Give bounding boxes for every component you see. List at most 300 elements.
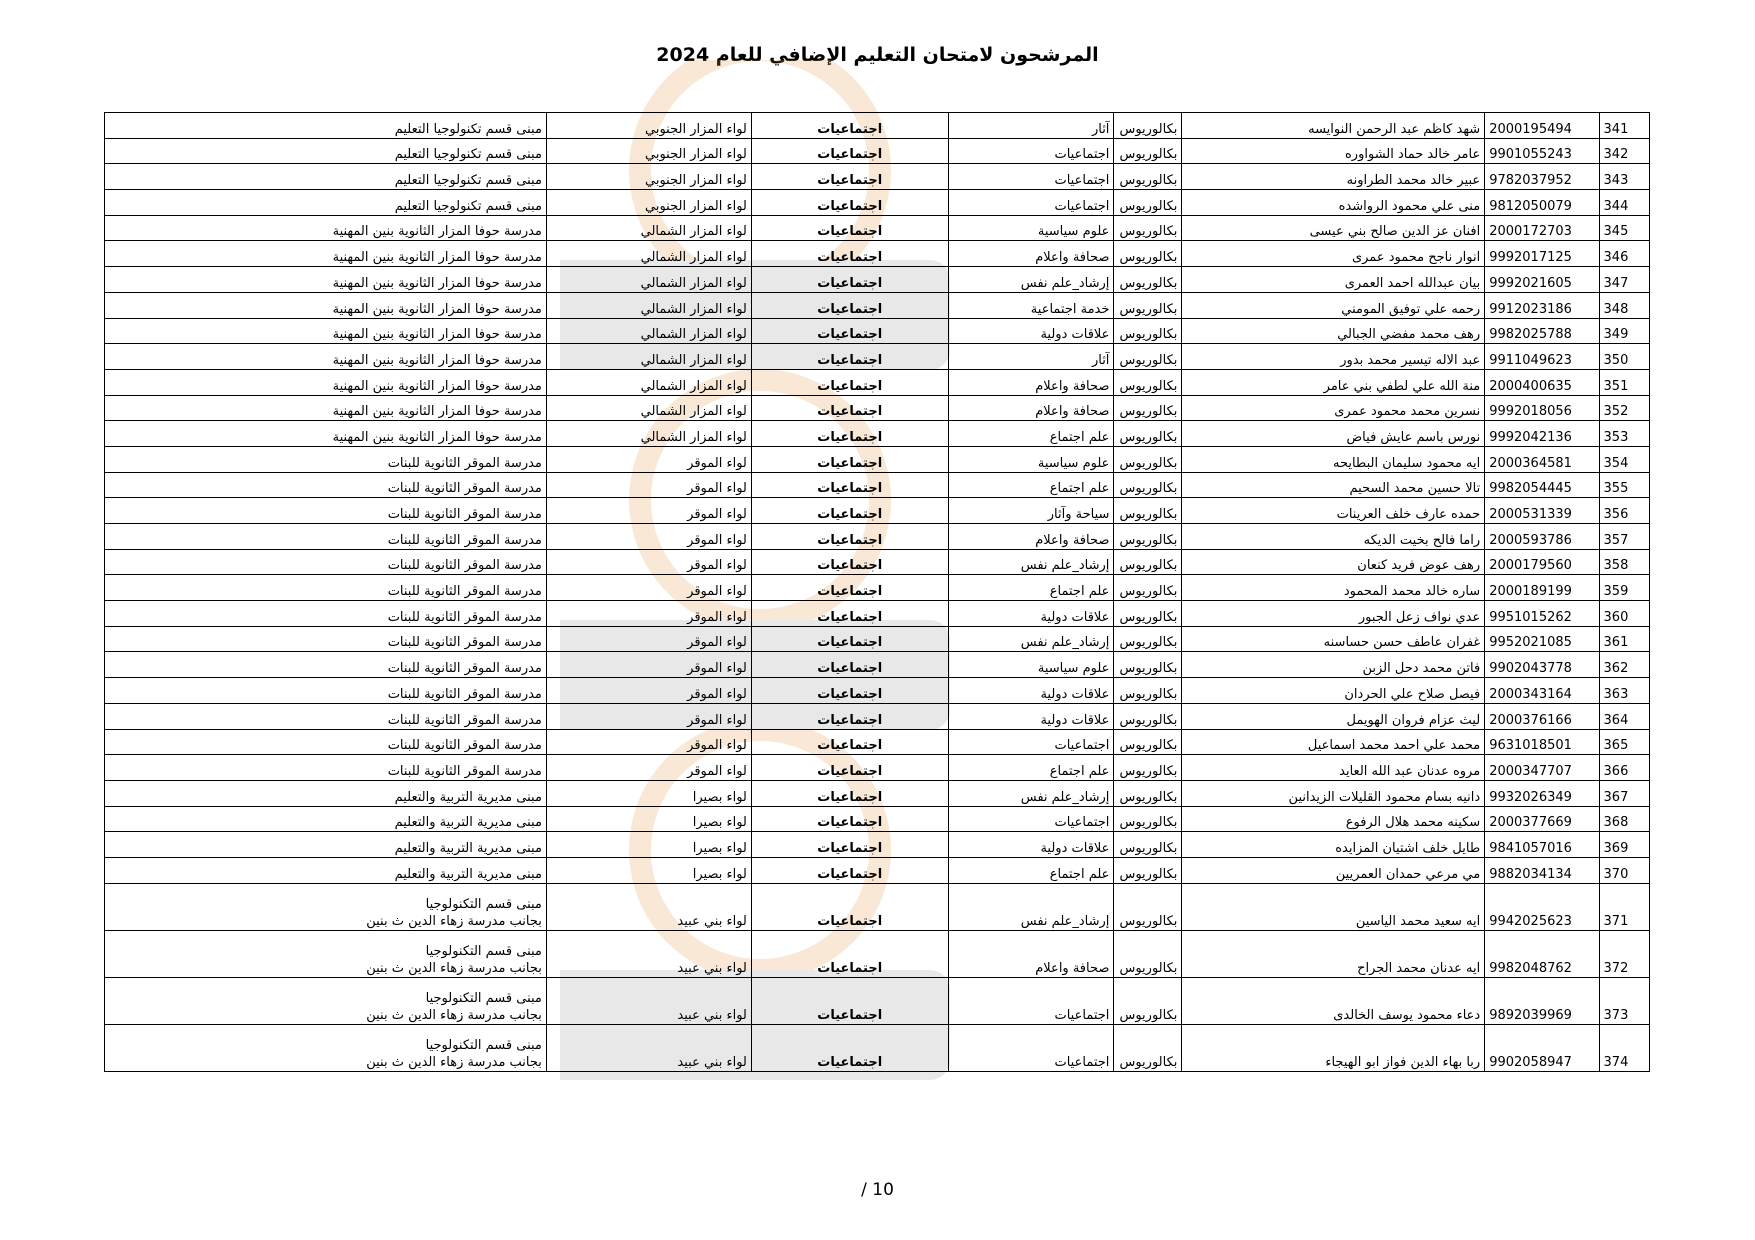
table-row bbox=[105, 215, 1650, 241]
candidate-name-cell: رهف محمد مفضي الجبالي bbox=[1182, 318, 1485, 344]
district-cell: لواء بصيرا bbox=[546, 857, 751, 883]
exam-center-cell bbox=[105, 930, 547, 977]
specialization-cell: إرشاد_علم نفس bbox=[948, 267, 1114, 293]
national-id-cell: 2000377669 bbox=[1485, 806, 1599, 832]
specialization-cell: علم اجتماع bbox=[948, 421, 1114, 447]
national-id-cell: 2000189199 bbox=[1485, 575, 1599, 601]
candidate-name-cell: رحمه علي توفيق المومني bbox=[1182, 292, 1485, 318]
exam-center-cell: مبنى مديرية التربية والتعليم bbox=[105, 780, 547, 806]
national-id-cell: 2000364581 bbox=[1485, 446, 1599, 472]
national-id-cell: 2000343164 bbox=[1485, 678, 1599, 704]
specialization-cell: علاقات دولية bbox=[948, 678, 1114, 704]
specialization-cell: آثار bbox=[948, 113, 1114, 139]
district-cell: لواء الموقر bbox=[546, 575, 751, 601]
candidate-name-cell: غفران عاطف حسن حساسنه bbox=[1182, 626, 1485, 652]
specialization-cell: إرشاد_علم نفس bbox=[948, 549, 1114, 575]
candidate-name-cell: مي مرعي حمدان العمريين bbox=[1182, 857, 1485, 883]
degree-cell: بكالوريوس bbox=[1114, 549, 1182, 575]
subject-group-cell: اجتماعيات bbox=[751, 1024, 948, 1071]
district-cell: لواء المزار الشمالي bbox=[546, 292, 751, 318]
degree-cell: بكالوريوس bbox=[1114, 241, 1182, 267]
candidate-name-cell: ساره خالد محمد المحمود bbox=[1182, 575, 1485, 601]
subject-group-cell: اجتماعيات bbox=[751, 421, 948, 447]
exam-center-cell: مدرسة حوفا المزار الثانوية بنين المهنية bbox=[105, 421, 547, 447]
national-id-cell: 9982048762 bbox=[1485, 930, 1599, 977]
specialization-cell: صحافة واعلام bbox=[948, 930, 1114, 977]
table-row bbox=[105, 703, 1650, 729]
subject-group-cell: اجتماعيات bbox=[751, 164, 948, 190]
subject-group-cell: اجتماعيات bbox=[751, 755, 948, 781]
row-number-cell: 367 bbox=[1599, 780, 1649, 806]
candidate-name-cell: عامر خالد حماد الشواوره bbox=[1182, 138, 1485, 164]
specialization-cell: علم اجتماع bbox=[948, 472, 1114, 498]
exam-center-cell: مدرسة حوفا المزار الثانوية بنين المهنية bbox=[105, 344, 547, 370]
candidate-name-cell: افنان عز الدين صالح بني عيسى bbox=[1182, 215, 1485, 241]
candidate-name-cell: عبد الاله تيسير محمد بدور bbox=[1182, 344, 1485, 370]
table-row bbox=[105, 601, 1650, 627]
table-row bbox=[105, 1024, 1650, 1071]
national-id-cell: 9992021605 bbox=[1485, 267, 1599, 293]
district-cell: لواء المزار الشمالي bbox=[546, 395, 751, 421]
row-number-cell: 342 bbox=[1599, 138, 1649, 164]
specialization-cell: علاقات دولية bbox=[948, 318, 1114, 344]
degree-cell: بكالوريوس bbox=[1114, 601, 1182, 627]
district-cell: لواء بصيرا bbox=[546, 806, 751, 832]
exam-center-cell bbox=[105, 1024, 547, 1071]
candidate-name-cell: منة الله علي لطفي بني عامر bbox=[1182, 369, 1485, 395]
national-id-cell: 9902043778 bbox=[1485, 652, 1599, 678]
national-id-cell: 9882034134 bbox=[1485, 857, 1599, 883]
row-number-cell: 353 bbox=[1599, 421, 1649, 447]
specialization-cell: إرشاد_علم نفس bbox=[948, 626, 1114, 652]
exam-center-cell: مدرسة حوفا المزار الثانوية بنين المهنية bbox=[105, 369, 547, 395]
subject-group-cell: اجتماعيات bbox=[751, 626, 948, 652]
degree-cell: بكالوريوس bbox=[1114, 498, 1182, 524]
subject-group-cell: اجتماعيات bbox=[751, 806, 948, 832]
degree-cell: بكالوريوس bbox=[1114, 883, 1182, 930]
district-cell: لواء المزار الشمالي bbox=[546, 318, 751, 344]
candidate-name-cell: عبير خالد محمد الطراونه bbox=[1182, 164, 1485, 190]
district-cell: لواء الموقر bbox=[546, 446, 751, 472]
district-cell: لواء الموقر bbox=[546, 498, 751, 524]
row-number-cell: 371 bbox=[1599, 883, 1649, 930]
specialization-cell: اجتماعيات bbox=[948, 164, 1114, 190]
row-number-cell: 362 bbox=[1599, 652, 1649, 678]
national-id-cell: 9992042136 bbox=[1485, 421, 1599, 447]
candidates-table bbox=[104, 112, 1650, 1072]
subject-group-cell: اجتماعيات bbox=[751, 267, 948, 293]
row-number-cell: 358 bbox=[1599, 549, 1649, 575]
candidate-name-cell: ايه سعيد محمد الياسين bbox=[1182, 883, 1485, 930]
subject-group-cell: اجتماعيات bbox=[751, 318, 948, 344]
table-row bbox=[105, 652, 1650, 678]
table-row bbox=[105, 883, 1650, 930]
specialization-cell: علوم سياسية bbox=[948, 215, 1114, 241]
district-cell: لواء الموقر bbox=[546, 729, 751, 755]
degree-cell: بكالوريوس bbox=[1114, 113, 1182, 139]
district-cell: لواء بصيرا bbox=[546, 780, 751, 806]
district-cell: لواء بصيرا bbox=[546, 832, 751, 858]
exam-center-cell: مبنى مديرية التربية والتعليم bbox=[105, 857, 547, 883]
candidate-name-cell: ربا بهاء الدين فواز ابو الهيجاء bbox=[1182, 1024, 1485, 1071]
specialization-cell: علاقات دولية bbox=[948, 703, 1114, 729]
row-number-cell: 374 bbox=[1599, 1024, 1649, 1071]
row-number-cell: 365 bbox=[1599, 729, 1649, 755]
specialization-cell: علاقات دولية bbox=[948, 832, 1114, 858]
exam-center-cell: مدرسة الموقر الثانوية للبنات bbox=[105, 755, 547, 781]
degree-cell: بكالوريوس bbox=[1114, 857, 1182, 883]
degree-cell: بكالوريوس bbox=[1114, 292, 1182, 318]
national-id-cell: 2000347707 bbox=[1485, 755, 1599, 781]
degree-cell: بكالوريوس bbox=[1114, 678, 1182, 704]
degree-cell: بكالوريوس bbox=[1114, 652, 1182, 678]
exam-center-cell: مدرسة الموقر الثانوية للبنات bbox=[105, 626, 547, 652]
district-cell: لواء بني عبيد bbox=[546, 930, 751, 977]
exam-center-cell: مدرسة حوفا المزار الثانوية بنين المهنية bbox=[105, 318, 547, 344]
subject-group-cell: اجتماعيات bbox=[751, 446, 948, 472]
subject-group-cell: اجتماعيات bbox=[751, 292, 948, 318]
exam-center-cell: مدرسة الموقر الثانوية للبنات bbox=[105, 524, 547, 550]
candidate-name-cell: مروه عدنان عبد الله العايد bbox=[1182, 755, 1485, 781]
subject-group-cell: اجتماعيات bbox=[751, 977, 948, 1024]
candidate-name-cell: رهف عوض فريد كنعان bbox=[1182, 549, 1485, 575]
district-cell: لواء المزار الجنوبي bbox=[546, 113, 751, 139]
table-row bbox=[105, 729, 1650, 755]
candidate-name-cell: حمده عارف خلف العرينات bbox=[1182, 498, 1485, 524]
national-id-cell: 9992017125 bbox=[1485, 241, 1599, 267]
degree-cell: بكالوريوس bbox=[1114, 446, 1182, 472]
district-cell: لواء الموقر bbox=[546, 678, 751, 704]
degree-cell: بكالوريوس bbox=[1114, 524, 1182, 550]
exam-center-line-2: بجانب مدرسة زهاء الدين ث بنين bbox=[366, 1054, 542, 1070]
table-row bbox=[105, 977, 1650, 1024]
specialization-cell: صحافة واعلام bbox=[948, 524, 1114, 550]
row-number-cell: 372 bbox=[1599, 930, 1649, 977]
candidate-name-cell: شهد كاظم عبد الرحمن النوايسه bbox=[1182, 113, 1485, 139]
candidate-name-cell: عدي نواف زعل الجبور bbox=[1182, 601, 1485, 627]
subject-group-cell: اجتماعيات bbox=[751, 344, 948, 370]
table-row bbox=[105, 190, 1650, 216]
degree-cell: بكالوريوس bbox=[1114, 575, 1182, 601]
degree-cell: بكالوريوس bbox=[1114, 729, 1182, 755]
national-id-cell: 9992018056 bbox=[1485, 395, 1599, 421]
national-id-cell: 9952021085 bbox=[1485, 626, 1599, 652]
exam-center-line-1: مبنى قسم التكنولوجيا bbox=[425, 943, 542, 959]
district-cell: لواء المزار الجنوبي bbox=[546, 190, 751, 216]
exam-center-cell: مدرسة الموقر الثانوية للبنات bbox=[105, 601, 547, 627]
table-row bbox=[105, 164, 1650, 190]
candidate-name-cell: فيصل صلاح علي الحردان bbox=[1182, 678, 1485, 704]
district-cell: لواء الموقر bbox=[546, 755, 751, 781]
row-number-cell: 347 bbox=[1599, 267, 1649, 293]
row-number-cell: 351 bbox=[1599, 369, 1649, 395]
subject-group-cell: اجتماعيات bbox=[751, 652, 948, 678]
candidate-name-cell: ايه محمود سليمان البطايحه bbox=[1182, 446, 1485, 472]
subject-group-cell: اجتماعيات bbox=[751, 678, 948, 704]
row-number-cell: 370 bbox=[1599, 857, 1649, 883]
national-id-cell: 2000593786 bbox=[1485, 524, 1599, 550]
degree-cell: بكالوريوس bbox=[1114, 164, 1182, 190]
table-row bbox=[105, 626, 1650, 652]
table-row bbox=[105, 549, 1650, 575]
row-number-cell: 364 bbox=[1599, 703, 1649, 729]
district-cell: لواء المزار الشمالي bbox=[546, 421, 751, 447]
subject-group-cell: اجتماعيات bbox=[751, 138, 948, 164]
candidate-name-cell: راما فالح بخيت الديكه bbox=[1182, 524, 1485, 550]
district-cell: لواء الموقر bbox=[546, 524, 751, 550]
table-row bbox=[105, 498, 1650, 524]
specialization-cell: صحافة واعلام bbox=[948, 395, 1114, 421]
national-id-cell: 9982025788 bbox=[1485, 318, 1599, 344]
table-row bbox=[105, 678, 1650, 704]
degree-cell: بكالوريوس bbox=[1114, 832, 1182, 858]
subject-group-cell: اجتماعيات bbox=[751, 703, 948, 729]
district-cell: لواء الموقر bbox=[546, 472, 751, 498]
exam-center-cell: مدرسة الموقر الثانوية للبنات bbox=[105, 729, 547, 755]
national-id-cell: 9631018501 bbox=[1485, 729, 1599, 755]
row-number-cell: 354 bbox=[1599, 446, 1649, 472]
table-row bbox=[105, 832, 1650, 858]
district-cell: لواء المزار الشمالي bbox=[546, 369, 751, 395]
table-row bbox=[105, 755, 1650, 781]
national-id-cell: 9912023186 bbox=[1485, 292, 1599, 318]
exam-center-cell: مدرسة الموقر الثانوية للبنات bbox=[105, 446, 547, 472]
candidate-name-cell: طايل خلف اشتيان المزايده bbox=[1182, 832, 1485, 858]
degree-cell: بكالوريوس bbox=[1114, 344, 1182, 370]
exam-center-line-1: مبنى قسم التكنولوجيا bbox=[425, 896, 542, 912]
page-title: المرشحون لامتحان التعليم الإضافي للعام 2024 bbox=[656, 44, 1099, 66]
specialization-cell: اجتماعيات bbox=[948, 977, 1114, 1024]
exam-center-line-2: بجانب مدرسة زهاء الدين ث بنين bbox=[366, 960, 542, 976]
exam-center-cell: مبنى مديرية التربية والتعليم bbox=[105, 806, 547, 832]
subject-group-cell: اجتماعيات bbox=[751, 524, 948, 550]
row-number-cell: 343 bbox=[1599, 164, 1649, 190]
exam-center-cell: مبنى قسم تكنولوجيا التعليم bbox=[105, 164, 547, 190]
subject-group-cell: اجتماعيات bbox=[751, 395, 948, 421]
row-number-cell: 349 bbox=[1599, 318, 1649, 344]
degree-cell: بكالوريوس bbox=[1114, 1024, 1182, 1071]
degree-cell: بكالوريوس bbox=[1114, 369, 1182, 395]
subject-group-cell: اجتماعيات bbox=[751, 369, 948, 395]
table-row bbox=[105, 369, 1650, 395]
degree-cell: بكالوريوس bbox=[1114, 318, 1182, 344]
specialization-cell: علاقات دولية bbox=[948, 601, 1114, 627]
exam-center-line-2: بجانب مدرسة زهاء الدين ث بنين bbox=[366, 1007, 542, 1023]
national-id-cell: 2000400635 bbox=[1485, 369, 1599, 395]
district-cell: لواء المزار الجنوبي bbox=[546, 164, 751, 190]
page-number: 10 / bbox=[861, 1180, 894, 1200]
subject-group-cell: اجتماعيات bbox=[751, 832, 948, 858]
degree-cell: بكالوريوس bbox=[1114, 626, 1182, 652]
subject-group-cell: اجتماعيات bbox=[751, 930, 948, 977]
exam-center-cell: مدرسة الموقر الثانوية للبنات bbox=[105, 678, 547, 704]
exam-center-cell: مدرسة الموقر الثانوية للبنات bbox=[105, 549, 547, 575]
table-row bbox=[105, 241, 1650, 267]
row-number-cell: 361 bbox=[1599, 626, 1649, 652]
exam-center-cell: مدرسة الموقر الثانوية للبنات bbox=[105, 498, 547, 524]
row-number-cell: 357 bbox=[1599, 524, 1649, 550]
specialization-cell: صحافة واعلام bbox=[948, 369, 1114, 395]
specialization-cell: آثار bbox=[948, 344, 1114, 370]
table-row bbox=[105, 472, 1650, 498]
degree-cell: بكالوريوس bbox=[1114, 190, 1182, 216]
candidate-name-cell: دانيه بسام محمود القليلات الزيدانين bbox=[1182, 780, 1485, 806]
table-row bbox=[105, 930, 1650, 977]
national-id-cell: 9782037952 bbox=[1485, 164, 1599, 190]
table-row bbox=[105, 267, 1650, 293]
candidate-name-cell: منى علي محمود الرواشده bbox=[1182, 190, 1485, 216]
table-row bbox=[105, 857, 1650, 883]
specialization-cell: خدمة اجتماعية bbox=[948, 292, 1114, 318]
national-id-cell: 2000195494 bbox=[1485, 113, 1599, 139]
specialization-cell: سياحة وآثار bbox=[948, 498, 1114, 524]
degree-cell: بكالوريوس bbox=[1114, 267, 1182, 293]
candidate-name-cell: بيان عبدالله احمد العمرى bbox=[1182, 267, 1485, 293]
district-cell: لواء بني عبيد bbox=[546, 883, 751, 930]
district-cell: لواء بني عبيد bbox=[546, 977, 751, 1024]
specialization-cell: اجتماعيات bbox=[948, 1024, 1114, 1071]
national-id-cell: 2000172703 bbox=[1485, 215, 1599, 241]
degree-cell: بكالوريوس bbox=[1114, 755, 1182, 781]
row-number-cell: 359 bbox=[1599, 575, 1649, 601]
exam-center-cell: مبنى قسم تكنولوجيا التعليم bbox=[105, 113, 547, 139]
row-number-cell: 355 bbox=[1599, 472, 1649, 498]
subject-group-cell: اجتماعيات bbox=[751, 601, 948, 627]
table-row bbox=[105, 524, 1650, 550]
exam-center-cell: مدرسة الموقر الثانوية للبنات bbox=[105, 703, 547, 729]
table-row bbox=[105, 780, 1650, 806]
district-cell: لواء بني عبيد bbox=[546, 1024, 751, 1071]
candidate-name-cell: دعاء محمود يوسف الخالدى bbox=[1182, 977, 1485, 1024]
table-row bbox=[105, 575, 1650, 601]
national-id-cell: 9841057016 bbox=[1485, 832, 1599, 858]
subject-group-cell: اجتماعيات bbox=[751, 857, 948, 883]
specialization-cell: اجتماعيات bbox=[948, 190, 1114, 216]
district-cell: لواء المزار الشمالي bbox=[546, 215, 751, 241]
degree-cell: بكالوريوس bbox=[1114, 977, 1182, 1024]
exam-center-line-1: مبنى قسم التكنولوجيا bbox=[425, 990, 542, 1006]
specialization-cell: علم اجتماع bbox=[948, 857, 1114, 883]
degree-cell: بكالوريوس bbox=[1114, 472, 1182, 498]
row-number-cell: 369 bbox=[1599, 832, 1649, 858]
subject-group-cell: اجتماعيات bbox=[751, 215, 948, 241]
subject-group-cell: اجتماعيات bbox=[751, 883, 948, 930]
exam-center-cell: مبنى قسم تكنولوجيا التعليم bbox=[105, 190, 547, 216]
exam-center-cell: مدرسة حوفا المزار الثانوية بنين المهنية bbox=[105, 241, 547, 267]
district-cell: لواء الموقر bbox=[546, 703, 751, 729]
national-id-cell: 2000179560 bbox=[1485, 549, 1599, 575]
specialization-cell: علوم سياسية bbox=[948, 446, 1114, 472]
national-id-cell: 9911049623 bbox=[1485, 344, 1599, 370]
candidate-name-cell: نسرين محمد محمود عمرى bbox=[1182, 395, 1485, 421]
district-cell: لواء المزار الجنوبي bbox=[546, 138, 751, 164]
candidate-name-cell: انوار ناجح محمود عمرى bbox=[1182, 241, 1485, 267]
district-cell: لواء المزار الشمالي bbox=[546, 241, 751, 267]
candidate-name-cell: تالا حسين محمد السحيم bbox=[1182, 472, 1485, 498]
subject-group-cell: اجتماعيات bbox=[751, 113, 948, 139]
table-row bbox=[105, 421, 1650, 447]
specialization-cell: علم اجتماع bbox=[948, 755, 1114, 781]
table-row bbox=[105, 292, 1650, 318]
table-row bbox=[105, 113, 1650, 139]
row-number-cell: 341 bbox=[1599, 113, 1649, 139]
subject-group-cell: اجتماعيات bbox=[751, 729, 948, 755]
row-number-cell: 360 bbox=[1599, 601, 1649, 627]
exam-center-cell: مدرسة حوفا المزار الثانوية بنين المهنية bbox=[105, 292, 547, 318]
row-number-cell: 344 bbox=[1599, 190, 1649, 216]
district-cell: لواء المزار الشمالي bbox=[546, 267, 751, 293]
exam-center-cell bbox=[105, 883, 547, 930]
national-id-cell: 9901055243 bbox=[1485, 138, 1599, 164]
degree-cell: بكالوريوس bbox=[1114, 780, 1182, 806]
table-row bbox=[105, 318, 1650, 344]
candidate-name-cell: فاتن محمد دحل الزبن bbox=[1182, 652, 1485, 678]
subject-group-cell: اجتماعيات bbox=[751, 575, 948, 601]
subject-group-cell: اجتماعيات bbox=[751, 472, 948, 498]
specialization-cell: علم اجتماع bbox=[948, 575, 1114, 601]
table-row bbox=[105, 395, 1650, 421]
row-number-cell: 356 bbox=[1599, 498, 1649, 524]
specialization-cell: إرشاد_علم نفس bbox=[948, 780, 1114, 806]
degree-cell: بكالوريوس bbox=[1114, 215, 1182, 241]
candidate-name-cell: نورس باسم عايش فياض bbox=[1182, 421, 1485, 447]
table-row bbox=[105, 806, 1650, 832]
row-number-cell: 345 bbox=[1599, 215, 1649, 241]
exam-center-cell bbox=[105, 977, 547, 1024]
exam-center-cell: مبنى مديرية التربية والتعليم bbox=[105, 832, 547, 858]
specialization-cell: اجتماعيات bbox=[948, 138, 1114, 164]
subject-group-cell: اجتماعيات bbox=[751, 498, 948, 524]
specialization-cell: اجتماعيات bbox=[948, 729, 1114, 755]
table-row bbox=[105, 138, 1650, 164]
district-cell: لواء الموقر bbox=[546, 549, 751, 575]
exam-center-cell: مبنى قسم تكنولوجيا التعليم bbox=[105, 138, 547, 164]
row-number-cell: 346 bbox=[1599, 241, 1649, 267]
exam-center-cell: مدرسة حوفا المزار الثانوية بنين المهنية bbox=[105, 267, 547, 293]
national-id-cell: 9951015262 bbox=[1485, 601, 1599, 627]
national-id-cell: 9932026349 bbox=[1485, 780, 1599, 806]
exam-center-cell: مدرسة الموقر الثانوية للبنات bbox=[105, 575, 547, 601]
district-cell: لواء الموقر bbox=[546, 652, 751, 678]
degree-cell: بكالوريوس bbox=[1114, 930, 1182, 977]
district-cell: لواء الموقر bbox=[546, 626, 751, 652]
row-number-cell: 368 bbox=[1599, 806, 1649, 832]
candidate-name-cell: محمد علي احمد محمد اسماعيل bbox=[1182, 729, 1485, 755]
subject-group-cell: اجتماعيات bbox=[751, 241, 948, 267]
national-id-cell: 9942025623 bbox=[1485, 883, 1599, 930]
degree-cell: بكالوريوس bbox=[1114, 703, 1182, 729]
degree-cell: بكالوريوس bbox=[1114, 138, 1182, 164]
specialization-cell: صحافة واعلام bbox=[948, 241, 1114, 267]
row-number-cell: 363 bbox=[1599, 678, 1649, 704]
specialization-cell: اجتماعيات bbox=[948, 806, 1114, 832]
row-number-cell: 366 bbox=[1599, 755, 1649, 781]
exam-center-cell: مدرسة حوفا المزار الثانوية بنين المهنية bbox=[105, 395, 547, 421]
exam-center-line-1: مبنى قسم التكنولوجيا bbox=[425, 1037, 542, 1053]
row-number-cell: 373 bbox=[1599, 977, 1649, 1024]
row-number-cell: 352 bbox=[1599, 395, 1649, 421]
national-id-cell: 2000531339 bbox=[1485, 498, 1599, 524]
national-id-cell: 9982054445 bbox=[1485, 472, 1599, 498]
subject-group-cell: اجتماعيات bbox=[751, 549, 948, 575]
district-cell: لواء المزار الشمالي bbox=[546, 344, 751, 370]
national-id-cell: 2000376166 bbox=[1485, 703, 1599, 729]
exam-center-cell: مدرسة حوفا المزار الثانوية بنين المهنية bbox=[105, 215, 547, 241]
national-id-cell: 9902058947 bbox=[1485, 1024, 1599, 1071]
specialization-cell: إرشاد_علم نفس bbox=[948, 883, 1114, 930]
national-id-cell: 9892039969 bbox=[1485, 977, 1599, 1024]
national-id-cell: 9812050079 bbox=[1485, 190, 1599, 216]
